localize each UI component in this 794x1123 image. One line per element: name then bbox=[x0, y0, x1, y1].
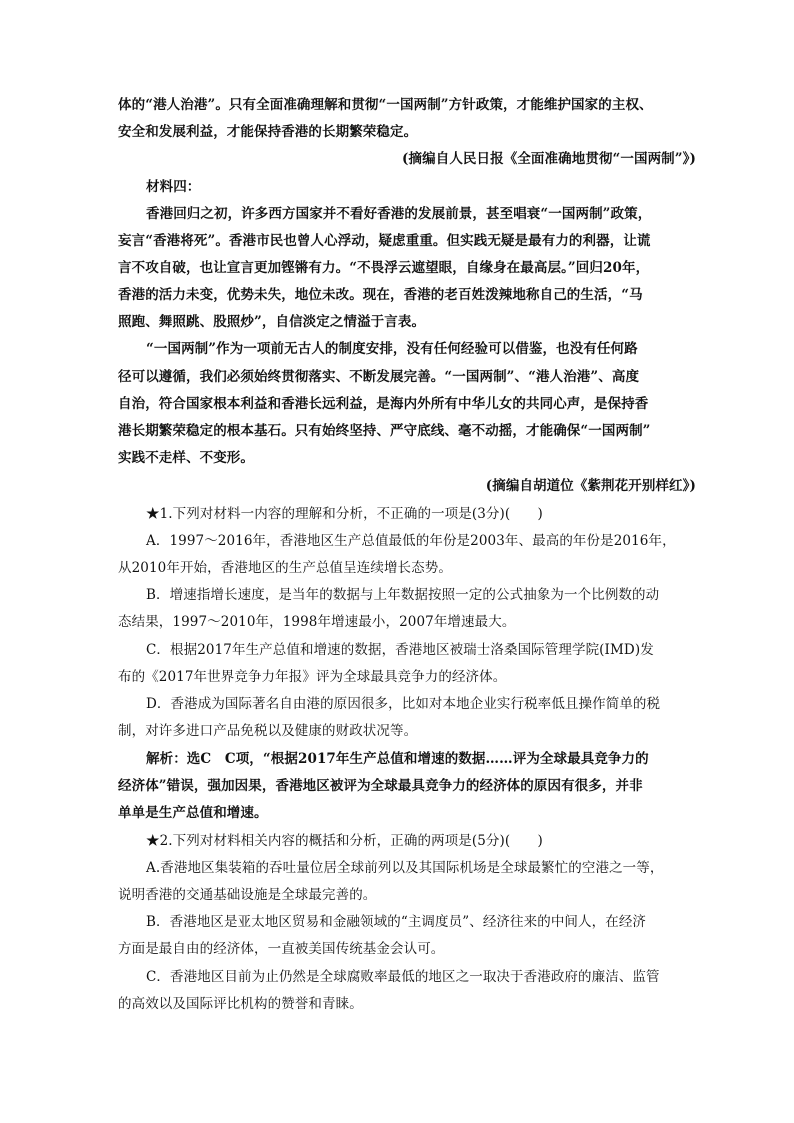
q2-option-b: B．香港地区是亚太地区贸易和金融领域的“主调度员”、经济往来的中间人，在经济 bbox=[146, 914, 647, 930]
material4-line: 言不攻自破，也让宣言更加铿锵有力。“不畏浮云遮望眼，自缘身在最高层。”回归20年， bbox=[118, 260, 650, 276]
q1-option-c: C．根据2017年生产总值和增速的数据，香港地区被瑞士洛桑国际管理学院(IMD)发 bbox=[146, 642, 654, 658]
material4-line: “一国两制”作为一项前无古人的制度安排，没有任何经验可以借鉴，也没有任何路 bbox=[146, 341, 638, 357]
question-1-stem: ★1.下列对材料一内容的理解和分析，不正确的一项是(3分)( ) bbox=[146, 506, 543, 522]
material4-line: 实践不走样、不变形。 bbox=[118, 450, 254, 466]
source-citation-3: (摘编自人民日报《全面准确地贯彻“一国两制”》) bbox=[402, 151, 696, 167]
question-2-stem: ★2.下列对材料相关内容的概括和分析，正确的两项是(5分)( ) bbox=[146, 833, 543, 849]
material4-line: 妄言“香港将死”。香港市民也曾人心浮动，疑虑重重。但实践无疑是最有力的利器，让谎 bbox=[118, 233, 651, 249]
material4-line: 自治，符合国家根本利益和香港长远利益，是海内外所有中华儿女的共同心声，是保持香 bbox=[118, 396, 649, 412]
q2-option-a-cont: 说明香港的交通基础设施是全球最完善的。 bbox=[118, 887, 377, 903]
q1-option-d-cont: 制，对许多进口产品免税以及健康的财政状况等。 bbox=[118, 723, 418, 739]
q1-analysis-cont: 经济体”错误，强加因果，香港地区被评为全球最具竞争力的经济体的原因有很多，并非 bbox=[118, 778, 643, 794]
material4-line: 香港回归之初，许多西方国家并不看好香港的发展前景，甚至唱衰“一国两制”政策， bbox=[146, 206, 652, 222]
material4-heading: 材料四： bbox=[146, 179, 201, 195]
material4-line: 香港的活力未变，优势未失，地位未改。现在，香港的老百姓泼辣地称自己的生活，“马 bbox=[118, 287, 643, 303]
passage-line: 安全和发展利益，才能保持香港的长期繁荣稳定。 bbox=[118, 124, 418, 140]
material4-line: 径可以遵循，我们必须始终贯彻落实、不断发展完善。“一国两制”、“港人治港”、高度 bbox=[118, 369, 640, 385]
q2-option-b-cont: 方面是最自由的经济体，一直被美国传统基金会认可。 bbox=[118, 941, 445, 957]
q1-option-b: B．增速指增长速度，是当年的数据与上年数据按照一定的公式抽象为一个比例数的动 bbox=[146, 587, 660, 603]
q1-analysis: 解析：选C C项，“根据2017年生产总值和增速的数据……评为全球最具竞争力的 bbox=[146, 751, 649, 767]
q1-option-c-cont: 布的《2017年世界竞争力年报》评为全球最具竞争力的经济体。 bbox=[118, 669, 507, 685]
q1-analysis-cont: 单单是生产总值和增速。 bbox=[118, 805, 268, 821]
passage-line: 体的“港人治港”。只有全面准确理解和贯彻“一国两制”方针政策，才能维护国家的主权、 bbox=[118, 97, 653, 113]
q1-option-b-cont: 态结果，1997～2010年，1998年增速最小，2007年增速最大。 bbox=[118, 614, 516, 630]
q1-option-a-cont: 从2010年开始，香港地区的生产总值呈连续增长态势。 bbox=[118, 560, 452, 576]
material4-line: 港长期繁荣稳定的根本基石。只有始终坚持、严守底线、毫不动摇，才能确保“一国两制” bbox=[118, 423, 651, 439]
q2-option-c-cont: 的高效以及国际评比机构的赞誉和青睐。 bbox=[118, 996, 363, 1012]
q1-option-a: A．1997～2016年，香港地区生产总值最低的年份是2003年、最高的年份是2016年， bbox=[146, 533, 676, 549]
q1-option-d: D．香港成为国际著名自由港的原因很多，比如对本地企业实行税率低且操作简单的税 bbox=[146, 696, 661, 712]
material4-line: 照跑、舞照跳、股照炒”，自信淡定之情溢于言表。 bbox=[118, 314, 426, 330]
q2-option-c: C．香港地区目前为止仍然是全球腐败率最低的地区之一取决于香港政府的廉洁、监管 bbox=[146, 969, 660, 985]
q2-option-a: A.香港地区集装箱的吞吐量位居全球前列以及其国际机场是全球最繁忙的空港之一等， bbox=[146, 860, 664, 876]
source-citation-4: (摘编自胡道位《紫荆花开别样红》) bbox=[485, 478, 696, 494]
